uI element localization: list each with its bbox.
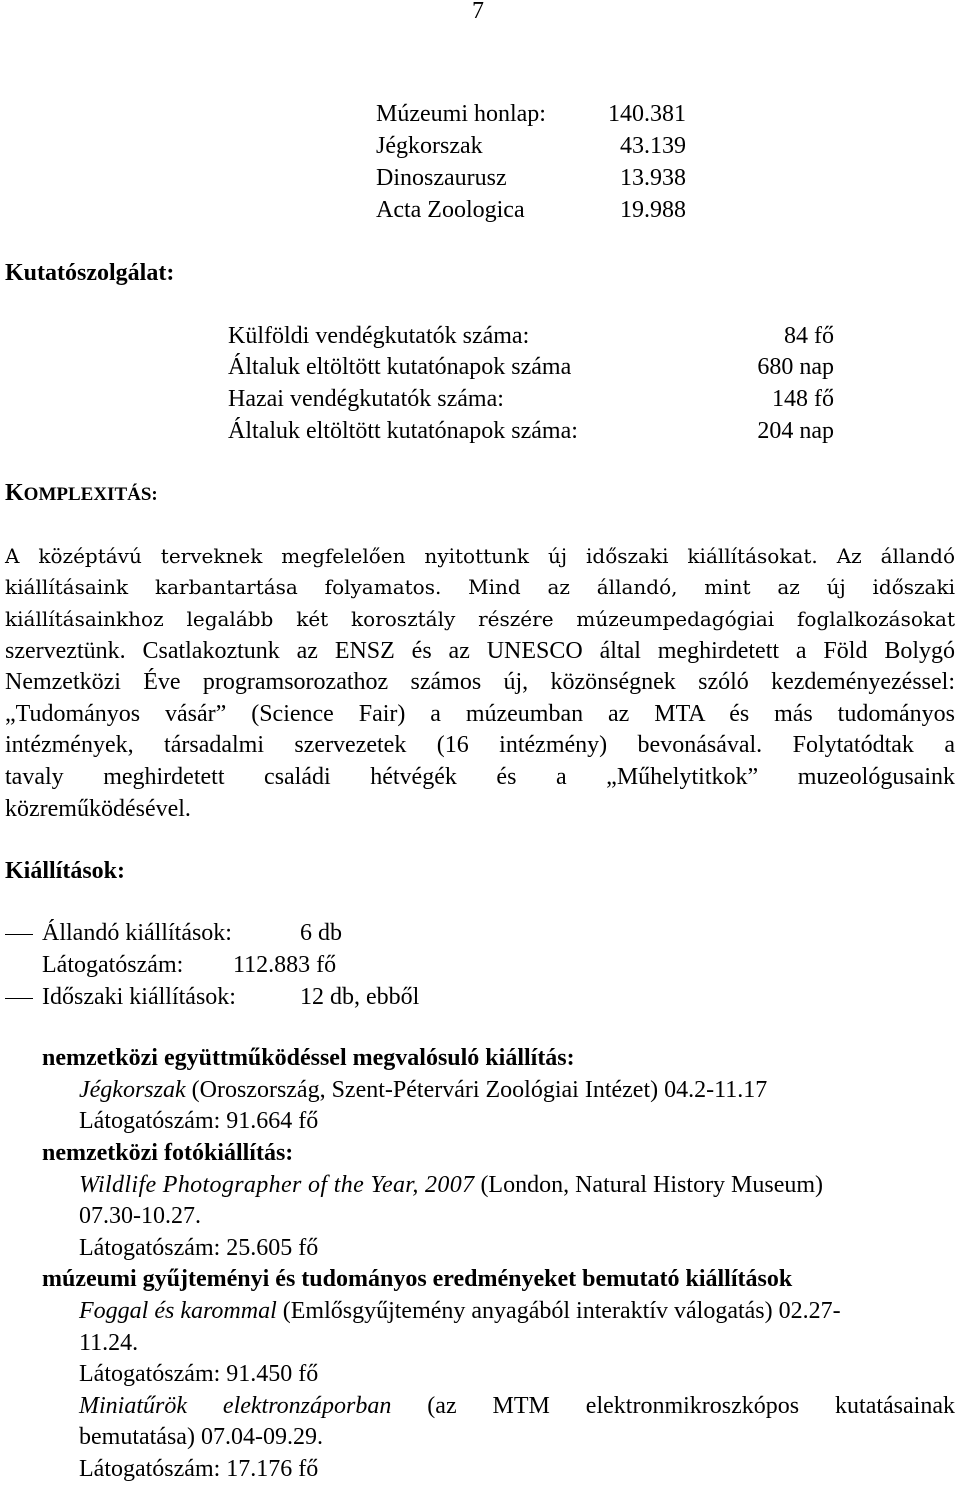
intl-visitors: Látogatószám: 91.664 fő bbox=[79, 1108, 319, 1134]
research-value: 204 nap bbox=[757, 418, 834, 444]
complexity-heading bbox=[5, 478, 158, 510]
photo-title: Wildlife Photographer of the Year, 2007 bbox=[79, 1172, 475, 1198]
permanent-value: 6 db bbox=[300, 920, 342, 946]
paragraph-line: tavaly meghirdetett családi hétvégék és a „Műhelytitkok” muzeológusaink bbox=[5, 764, 955, 790]
fog-visitors: Látogatószám: 91.450 fő bbox=[79, 1361, 319, 1387]
research-value: 84 fő bbox=[784, 323, 834, 349]
dash-bullet bbox=[5, 998, 33, 999]
intl-title: Jégkorszak bbox=[79, 1077, 186, 1103]
mini-visitors: Látogatószám: 17.176 fő bbox=[79, 1456, 319, 1482]
permanent-visitors-label: Látogatószám: bbox=[42, 952, 184, 978]
photo-exhibition bbox=[79, 1170, 823, 1201]
paragraph-line: „Tudományos vásár” (Science Fair) a múzeumban az MTA és más tudományos bbox=[5, 701, 955, 727]
exhibitions-heading: Kiállítások: bbox=[5, 858, 126, 884]
stat-label: Acta Zoologica bbox=[376, 197, 525, 223]
fog-exhibition bbox=[79, 1296, 841, 1327]
research-label: Általuk eltöltött kutatónapok száma: bbox=[228, 418, 578, 444]
stat-value: 43.139 bbox=[620, 133, 686, 159]
paragraph-line: A középtávú terveknek megfelelően nyitottunk új időszaki kiállításokat. Az állandó bbox=[5, 544, 955, 568]
stat-value: 140.381 bbox=[608, 101, 686, 127]
research-value: 148 fő bbox=[772, 386, 834, 412]
stat-value: 13.938 bbox=[620, 165, 686, 191]
fog-dates: 11.24. bbox=[79, 1330, 139, 1356]
permanent-visitors-value: 112.883 fő bbox=[233, 952, 337, 978]
temporary-value: 12 db, ebből bbox=[300, 984, 420, 1010]
research-heading: Kutatószolgálat: bbox=[5, 260, 175, 286]
stat-label: Dinoszaurusz bbox=[376, 165, 507, 191]
paragraph-line: intézmények, társadalmi szervezetek (16 intézmény) bevonásával. Folytatódtak a bbox=[5, 732, 955, 758]
mini-desc: (az MTM elektronmikroszkópos kutatásainak bbox=[391, 1393, 955, 1419]
photo-heading: nemzetközi fotókiállítás: bbox=[42, 1140, 294, 1166]
paragraph-line: kiállításainkhoz legalább két korosztály részére múzeumpedagógiai foglalkozásokat bbox=[5, 607, 955, 631]
stat-label: Múzeumi honlap: bbox=[376, 101, 546, 127]
research-label: Általuk eltöltött kutatónapok száma bbox=[228, 354, 572, 380]
paragraph-line: közreműködésével. bbox=[5, 796, 191, 822]
mini-cont: bemutatása) 07.04-09.29. bbox=[79, 1424, 323, 1450]
fog-title: Foggal és karommal bbox=[79, 1298, 277, 1324]
intl-heading: nemzetközi együttműködéssel megvalósuló kiállítás: bbox=[42, 1045, 575, 1071]
temporary-label: Időszaki kiállítások: bbox=[42, 984, 236, 1010]
research-value: 680 nap bbox=[757, 354, 834, 380]
complexity-heading-rest: OMPLEXITÁS: bbox=[23, 484, 158, 505]
dash-bullet bbox=[5, 934, 33, 935]
photo-visitors: Látogatószám: 25.605 fő bbox=[79, 1235, 319, 1261]
photo-dates: 07.30-10.27. bbox=[79, 1203, 201, 1229]
paragraph-line: kiállításaink karbantartása folyamatos. Mind az állandó, mint az új időszaki bbox=[5, 575, 955, 599]
photo-desc: (London, Natural History Museum) bbox=[474, 1172, 824, 1198]
research-label: Külföldi vendégkutatók száma: bbox=[228, 323, 530, 349]
complexity-heading-initial: K bbox=[5, 480, 24, 506]
museum-heading: múzeumi gyűjteményi és tudományos eredményeket bemutató kiállítások bbox=[42, 1266, 793, 1292]
stat-value: 19.988 bbox=[620, 197, 686, 223]
mini-title: Miniatűrök elektronzáporban bbox=[79, 1393, 392, 1419]
paragraph-line: szerveztünk. Csatlakoztunk az ENSZ és az UNESCO által meghirdetett a Föld Bolygó bbox=[5, 638, 955, 664]
permanent-label: Állandó kiállítások: bbox=[42, 920, 232, 946]
fog-desc: (Emlősgyűjtemény anyagából interaktív válogatás) 02.27- bbox=[276, 1298, 841, 1324]
stat-label: Jégkorszak bbox=[376, 133, 483, 159]
paragraph-line: Nemzetközi Éve programsorozathoz számos új, közönségnek szóló kezdeményezéssel: bbox=[5, 669, 955, 695]
intl-desc: (Oroszország, Szent-Pétervári Zoológiai Intézet) 04.2-11.17 bbox=[185, 1077, 768, 1103]
page-number: 7 bbox=[472, 0, 484, 24]
research-label: Hazai vendégkutatók száma: bbox=[228, 386, 504, 412]
intl-exhibition bbox=[79, 1075, 767, 1106]
mini-exhibition bbox=[79, 1391, 955, 1422]
